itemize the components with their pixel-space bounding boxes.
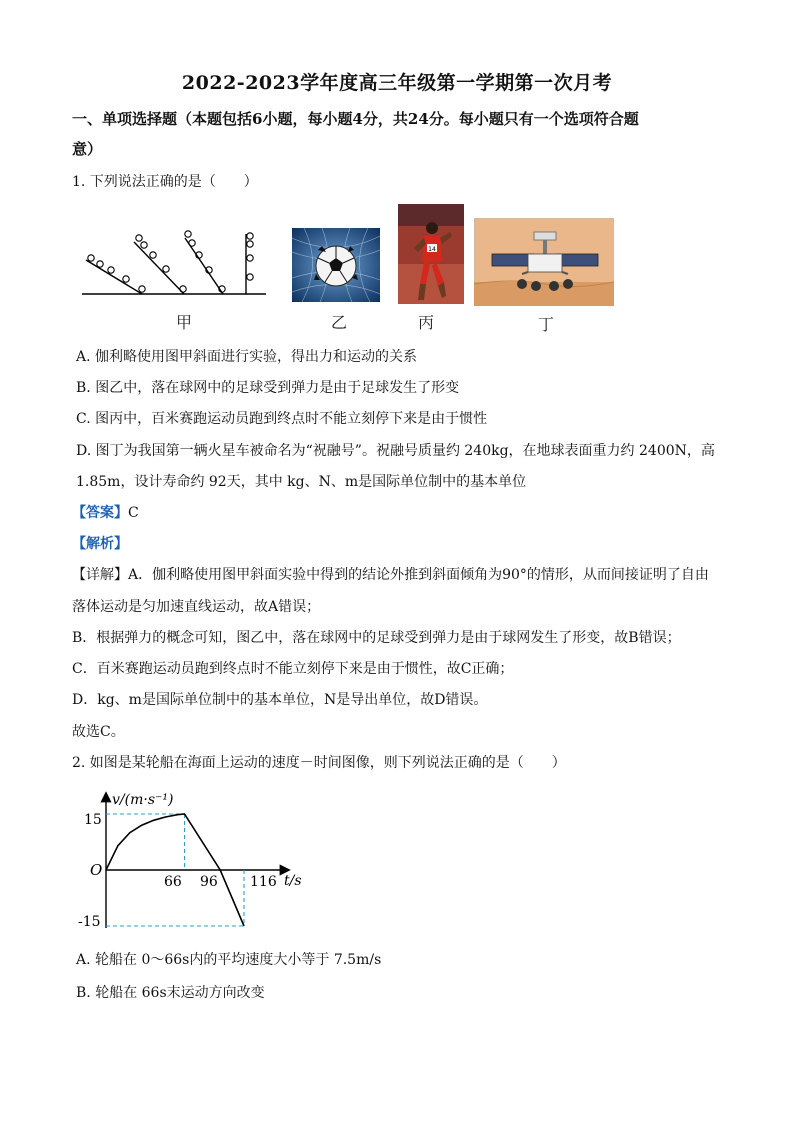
q2-stem: 2. 如图是某轮船在海面上运动的速度－时间图像，则下列说法正确的是（ ） — [72, 755, 566, 771]
q1-option-c: C. 图丙中，百米赛跑运动员跑到终点时不能立刻停下来是由于惯性 — [76, 411, 488, 427]
q1-option-d-line2: 1.85m，设计寿命约 92天，其中 kg、N、m是国际单位制中的基本单位 — [76, 474, 527, 490]
q1-detail-line5: D．kg、m是国际单位制中的基本单位，N是导出单位，故D错误。 — [72, 692, 488, 708]
velocity-time-chart — [70, 786, 310, 936]
q1-option-a: A. 伽利略使用图甲斜面进行实验，得出力和运动的关系 — [76, 349, 418, 365]
runner-bib-number: 14 — [428, 246, 436, 253]
figure-bing-runner — [398, 204, 464, 304]
page-title: 2022-2023学年度高三年级第一学期第一次月考 — [181, 72, 613, 94]
answer-tag: 【答案】 — [72, 505, 128, 521]
y-tick-neg15: -15 — [78, 914, 101, 930]
section-heading-line2: 意） — [72, 140, 103, 158]
x-tick-96: 96 — [200, 874, 218, 890]
q1-analysis — [72, 534, 128, 554]
q2-option-a: A. 轮船在 0～66s内的平均速度大小等于 7.5m/s — [76, 952, 382, 968]
figure-yi-soccer-ball — [292, 228, 380, 302]
q1-detail-line4: C．百米赛跑运动员跑到终点时不能立刻停下来是由于惯性，故C正确； — [72, 661, 514, 677]
origin-label: O — [90, 861, 103, 879]
section-heading — [72, 104, 722, 164]
q1-option-d-line1: D. 图丁为我国第一辆火星车被命名为“祝融号”。祝融号质量约 240kg，在地球表面重力约 2400N，高 — [76, 443, 715, 459]
x-axis-label: t/s — [284, 873, 302, 889]
q1-detail-line6: 故选C。 — [72, 724, 125, 740]
q1-answer — [72, 503, 139, 523]
x-tick-116: 116 — [250, 874, 277, 890]
q1-stem: 1. 下列说法正确的是（ ） — [72, 174, 258, 190]
detail-tag: 【详解】 — [72, 567, 128, 583]
figure-ding-mars-rover — [474, 218, 614, 306]
q1-option-b: B. 图乙中，落在球网中的足球受到弹力是由于足球发生了形变 — [76, 380, 460, 396]
caption-bing: 丙 — [418, 313, 435, 332]
figure-jia-inclined-planes — [80, 226, 270, 302]
q1-detail-line2: 落体运动是匀加速直线运动，故A错误； — [72, 599, 321, 615]
detail-text-a: A．伽利略使用图甲斜面实验中得到的结论外推到斜面倾角为90°的情形，从而间接证明了自由 — [128, 567, 709, 583]
q1-detail-line3: B．根据弹力的概念可知，图乙中，落在球网中的足球受到弹力是由于球网发生了形变，故B错误； — [72, 630, 681, 646]
x-tick-66: 66 — [164, 874, 182, 890]
section-heading-line1: 一、单项选择题（本题包括6小题，每小题4分，共24分。每小题只有一个选项符合题 — [72, 110, 639, 128]
q2-option-b: B. 轮船在 66s末运动方向改变 — [76, 985, 265, 1001]
caption-jia: 甲 — [176, 313, 193, 332]
caption-yi: 乙 — [331, 313, 348, 332]
analysis-tag: 【解析】 — [72, 536, 128, 552]
q1-detail-line1 — [72, 565, 709, 585]
answer-value: C — [128, 505, 139, 521]
y-tick-15: 15 — [84, 812, 102, 828]
caption-ding: 丁 — [538, 315, 555, 334]
y-axis-label: v/(m·s⁻¹) — [112, 792, 174, 808]
